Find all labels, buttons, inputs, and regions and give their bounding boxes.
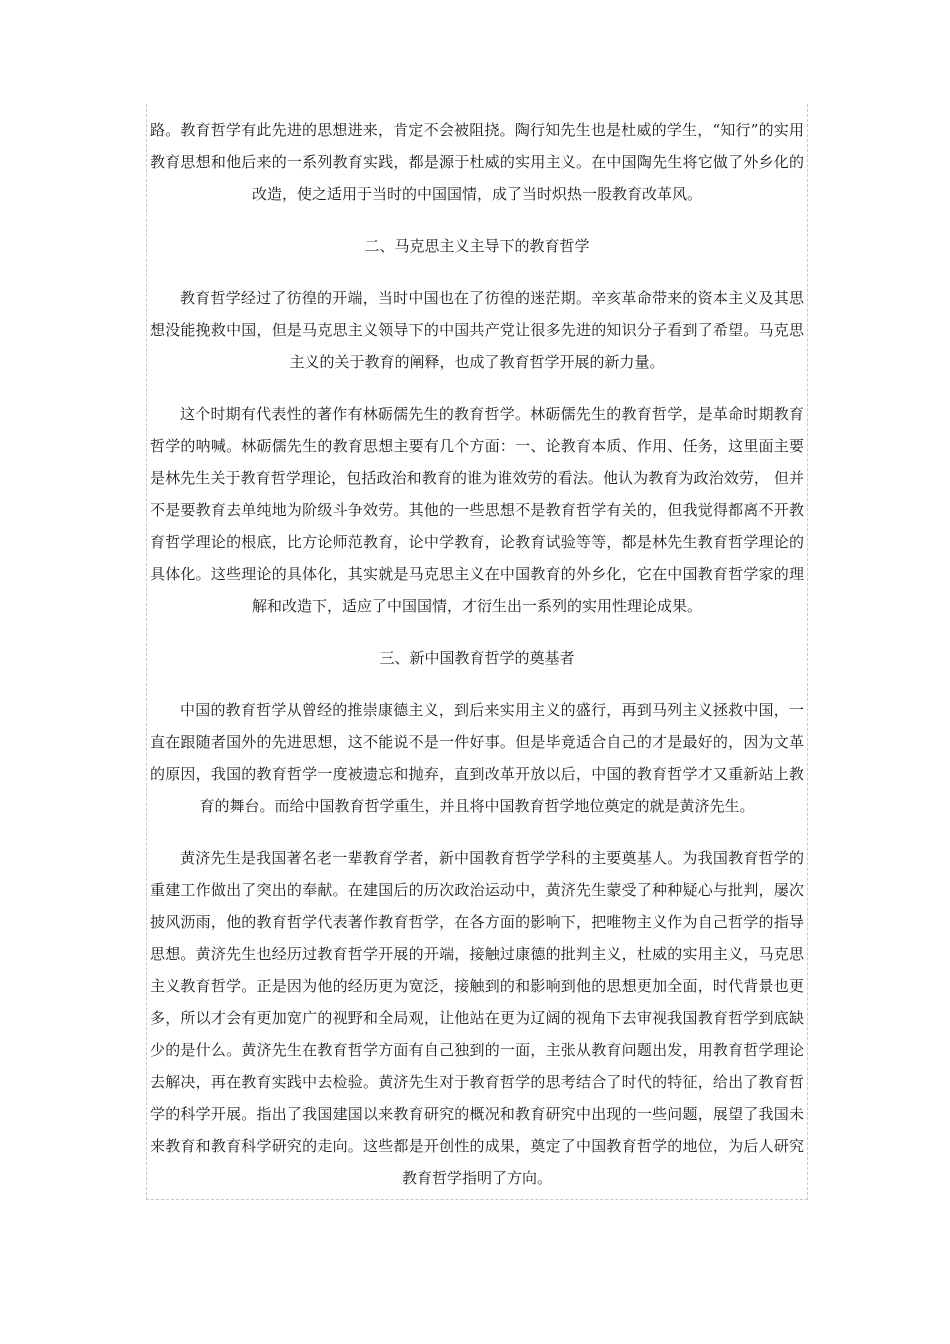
section-heading-2: 二、马克思主义主导下的教育哲学: [364, 237, 590, 255]
paragraph-intro: 路。教育哲学有此先进的思想进来，肯定不会被阻挠。陶行知先生也是杜威的学生，“知行”的实用教育思想和他后来的一系列教育实践，都是源于杜威的实用主义。在中国陶先生将它做了外乡化的改造，使之适用于当时的中国国情，成了当时炽热一股教育改革风。: [150, 121, 804, 203]
paragraph-huang-ji: 黄济先生是我国著名老一辈教育学者，新中国教育哲学学科的主要奠基人。为我国教育哲学的重建工作做出了突出的奉献。在建国后的历次政治运动中，黄济先生蒙受了种种疑心与批判，屡次披风沥雨，他的教育哲学代表著作教育哲学，在各方面的影响下，把唯物主义作为自己哲学的指导思想。黄济先生也经历过教育哲学开展的开端，接触过康德的批判主义，杜威的实用主义，马克思主义教育哲学。正是因为他的经历更为宽泛，接触到的和影响到他的思想更加全面，时代背景也更多，所以才会有更加宽广的视野和全局观，让他站在更为辽阔的视角下去审视我国教育哲学到底缺少的是什么。黄济先生在教育哲学方面有自己独到的一面，主张从教育问题出发，用教育哲学理论去解决，再在教育实践中去检验。黄济先生对于教育哲学的思考结合了时代的特征，给出了教育哲学的科学开展。指出了我国建国以来教育研究的概况和教育研究中出现的一些问题，展望了我国未来教育和教育科学研究的走向。这些都是开创性的成果，奠定了中国教育哲学的地位，为后人研究教育哲学指明了方向。: [150, 849, 804, 1187]
document-body: [150, 114, 804, 1214]
paragraph-lin-lirui: 这个时期有代表性的著作有林砺儒先生的教育哲学。林砺儒先生的教育哲学，是革命时期教育哲学的呐喊。林砺儒先生的教育思想主要有几个方面：一、论教育本质、作用、任务，这里面主要是林先生关于教育哲学理论，包括政治和教育的谁为谁效劳的看法。他认为教育为政治效劳， 但并不是要教育去单纯地为阶级斗争效劳。其他的一些思想不是教育哲学有关的，但我觉得都离不开教育哲学理论的根底，比方论师范教育，论中学教育，论教育试验等等，都是林先生教育哲学理论的具体化。这些理论的具体化，其实就是马克思主义在中国教育的外乡化，它在中国教育哲学家的理解和改造下，适应了中国国情，才衍生出一系列的实用性理论成果。: [150, 405, 804, 615]
section-heading-3: 三、新中国教育哲学的奠基者: [379, 649, 575, 667]
paragraph-new-china: 中国的教育哲学从曾经的推崇康德主义，到后来实用主义的盛行，再到马列主义拯救中国，一直在跟随者国外的先进思想，这不能说不是一件好事。但是毕竟适合自己的才是最好的，因为文革的原因，我国的教育哲学一度被遗忘和抛弃，直到改革开放以后，中国的教育哲学才又重新站上教育的舞台。而给中国教育哲学重生，并且将中国教育哲学地位奠定的就是黄济先生。: [150, 701, 804, 815]
paragraph-marxism-intro: 教育哲学经过了彷徨的开端，当时中国也在了彷徨的迷茫期。辛亥革命带来的资本主义及其思想没能挽救中国，但是马克思主义领导下的中国共产党让很多先进的知识分子看到了希望。马克思主义的关于教育的阐释，也成了教育哲学开展的新力量。: [150, 289, 804, 371]
